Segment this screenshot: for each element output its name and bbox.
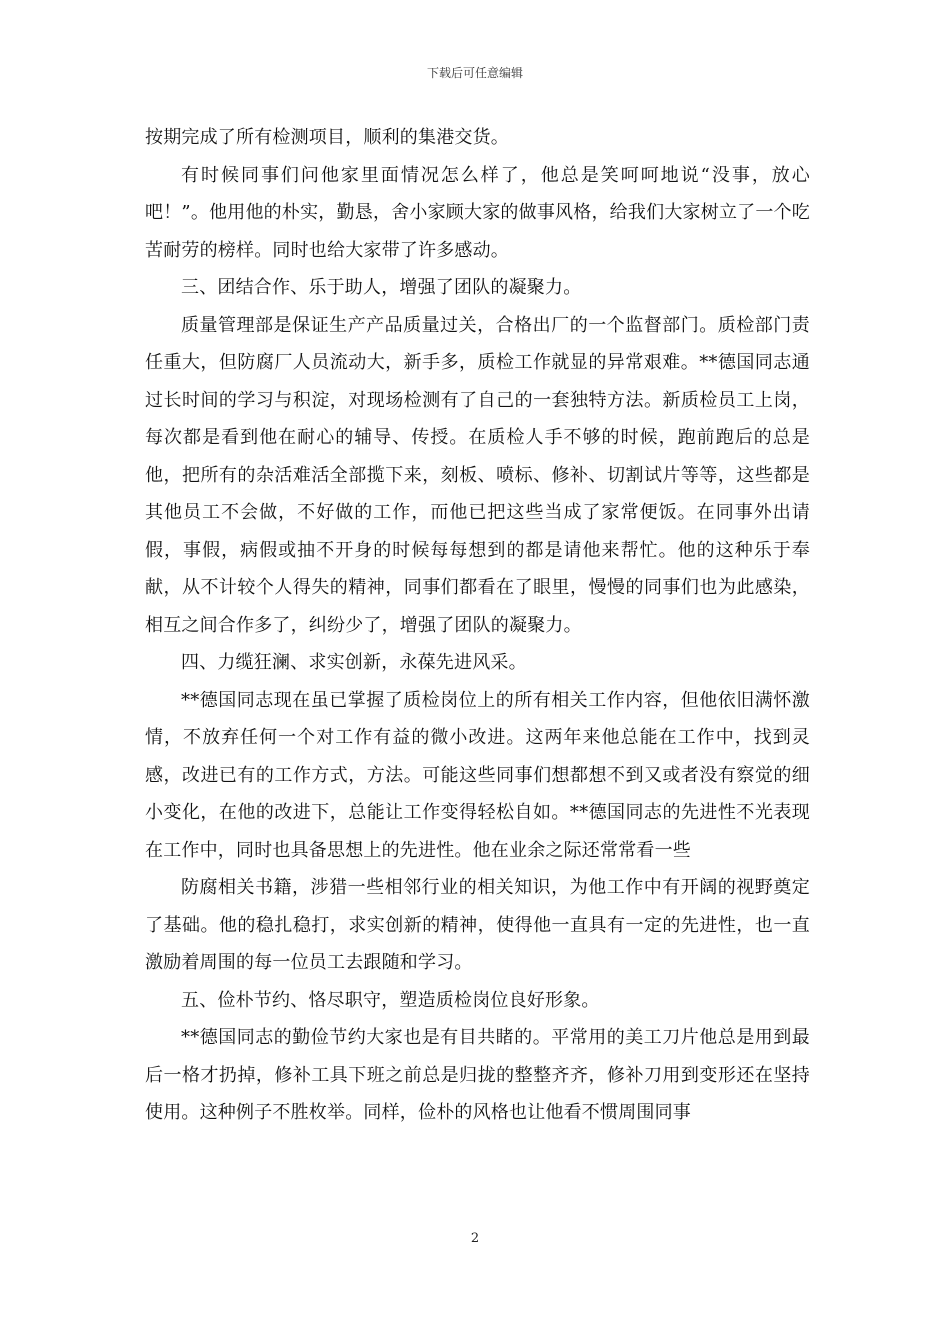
page-number: 2 [470, 1231, 480, 1246]
paragraph-6: **德国同志现在虽已掌握了质检岗位上的所有相关工作内容，但他依旧满怀激情，不放弃任何一个对工作有益的微小改进。这两年来他总能在工作中，找到灵感，改进已有的工作方式，方法。可能这些同事们想都想不到又或者没有察觉的细小变化，在他的改进下，总能让工作变得轻松自如。**德国同志的先进性不光表现在工作中，同时也具备思想上的先进性。他在业余之际还常常看一些 [145, 689, 810, 861]
document-body [145, 119, 810, 1132]
paragraph-7: 防腐相关书籍，涉猎一些相邻行业的相关知识，为他工作中有开阔的视野奠定了基础。他的稳扎稳打，求实创新的精神，使得他一直具有一定的先进性，也一直激励着周围的每一位员工去跟随和学习。 [145, 877, 810, 973]
paragraph-1: 按期完成了所有检测项目，顺利的集港交货。 [145, 127, 509, 148]
page-header: 下载后可任意编辑 [426, 66, 523, 80]
section-heading-3: 三、团结合作、乐于助人，增强了团队的凝聚力。 [181, 277, 582, 298]
section-heading-5: 五、俭朴节约、恪尽职守，塑造质检岗位良好形象。 [181, 989, 600, 1011]
section-heading-4: 四、力缆狂澜、求实创新，永葆先进风采。 [181, 652, 527, 673]
paragraph-2: 有时候同事们问他家里面情况怎么样了，他总是笑呵呵地说“没事，放心吧！”。他用他的朴实，勤恳，舍小家顾大家的做事风格，给我们大家树立了一个吃苦耐劳的榜样。同时也给大家带了许多感动。 [145, 164, 810, 261]
paragraph-4: 质量管理部是保证生产产品质量过关，合格出厂的一个监督部门。质检部门责任重大，但防腐厂人员流动大，新手多，质检工作就显的异常艰难。**德国同志通过长时间的学习与积淀，对现场检测有了自己的一套独特方法。新质检员工上岗，每次都是看到他在耐心的辅导、传授。在质检人手不够的时候，跑前跑后的总是他，把所有的杂活难活全部揽下来，刻板、喷标、修补、切割试片等等，这些都是其他员工不会做，不好做的工作，而他已把这些当成了家常便饭。在同事外出请假，事假，病假或抽不开身的时候每每想到的都是请他来帮忙。他的这种乐于奉献，从不计较个人得失的精神，同事们都看在了眼里，慢慢的同事们也为此感染，相互之间合作多了，纠纷少了，增强了团队的凝聚力。 [145, 314, 810, 636]
paragraph-9: **德国同志的勤俭节约大家也是有目共睹的。平常用的美工刀片他总是用到最后一格才扔掉，修补工具下班之前总是归拢的整整齐齐，修补刀用到变形还在坚持使用。这种例子不胜枚举。同样，俭朴的风格也让他看不惯周围同事 [145, 1027, 810, 1123]
